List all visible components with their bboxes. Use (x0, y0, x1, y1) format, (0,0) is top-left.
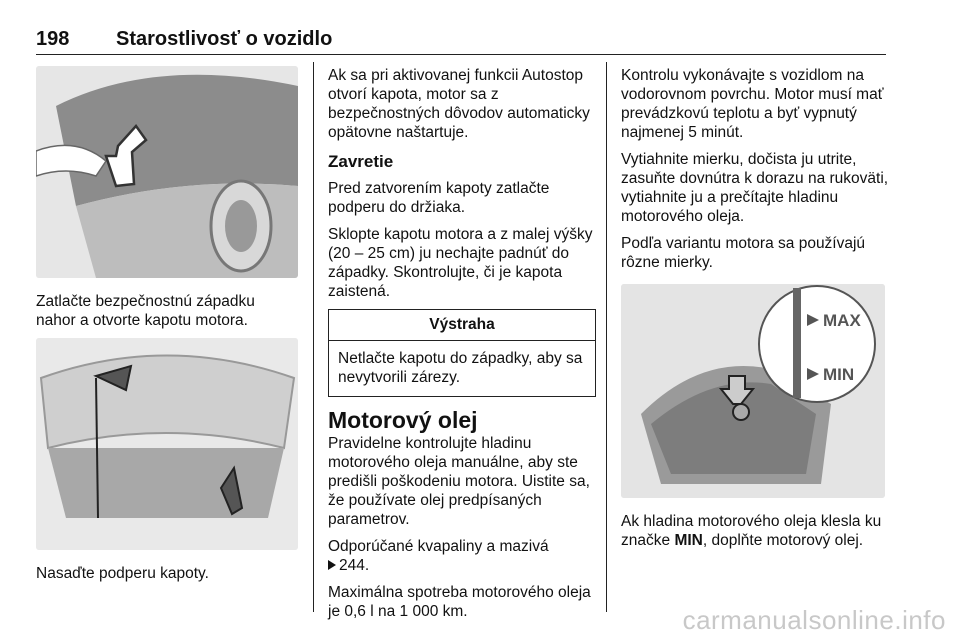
oil-paragraph-3: Maximálna spotreba motorového oleja je 0,6 l na 1 000 km. (328, 584, 591, 620)
top-up-text: Ak hladina motorového oleja klesla ku značke (621, 513, 882, 549)
warning-text: Netlačte kapotu do západky, aby sa nevytvorili zárezy. (338, 350, 583, 386)
column-3 (621, 66, 889, 558)
cross-reference-icon (328, 560, 336, 570)
column-divider (313, 62, 314, 612)
recommended-fluids-text: Odporúčané kvapaliny a mazivá (328, 538, 549, 555)
top-up-instruction (621, 512, 889, 550)
closing-paragraph-2: Sklopte kapotu motora a z malej výšky (20 – 25 cm) ju nechajte padnúť do západky. Skontrolujte, či je kapota zaistená. (328, 226, 593, 300)
check-paragraph-3: Podľa variantu motora sa používajú rôzne mierky. (621, 235, 866, 271)
column-divider (606, 62, 607, 612)
column-1 (36, 66, 298, 591)
dipstick-max-label: MAX (823, 311, 861, 330)
top-up-text-end: , doplňte motorový olej. (702, 532, 864, 549)
warning-box (328, 309, 596, 397)
closing-paragraph-1: Pred zatvorením kapoty zatlačte podperu do držiaka. (328, 180, 550, 216)
check-paragraph-1: Kontrolu vykonávajte s vozidlom na vodorovnom povrchu. Motor musí mať prevádzkovú teplotu a byť vypnutý najmenej 5 minút. (621, 67, 884, 141)
watermark: carmanualsonline.info (682, 605, 946, 635)
dipstick-illustration (621, 284, 885, 498)
page-title: Starostlivosť o vozidlo (116, 28, 333, 50)
engine-oil-heading: Motorový olej (328, 407, 478, 433)
oil-paragraph-2 (328, 537, 596, 575)
hood-prop-illustration (36, 338, 298, 550)
dipstick-min-label: MIN (823, 365, 855, 384)
closing-heading: Zavretie (328, 152, 394, 171)
page-number: 198 (36, 28, 70, 50)
oil-paragraph-1: Pravidelne kontrolujte hladinu motorového oleja manuálne, aby ste predišli poškodeniu motora. Uistite sa, že používate olej predpísaných parametrov. (328, 435, 590, 528)
min-mark-label: MIN (674, 532, 703, 549)
hood-release-illustration (36, 66, 298, 278)
page-header (36, 28, 886, 55)
column-2 (328, 66, 596, 629)
warning-title: Výstraha (329, 310, 595, 341)
caption-prop-rod: Nasaďte podperu kapoty. (36, 565, 209, 582)
autostop-note: Ak sa pri aktivovanej funkcii Autostop otvorí kapota, motor sa z bezpečnostných dôvodov automaticky opätovne naštartuje. (328, 67, 590, 141)
check-paragraph-2: Vytiahnite mierku, dočista ju utrite, zasuňte dovnútra k dorazu na rukoväti, vytiahnite ju a prečítajte hladinu motorového oleja. (621, 151, 889, 225)
page-reference-link[interactable]: 244. (339, 557, 370, 574)
caption-hood-release: Zatlačte bezpečnostnú západku nahor a otvorte kapotu motora. (36, 293, 255, 329)
